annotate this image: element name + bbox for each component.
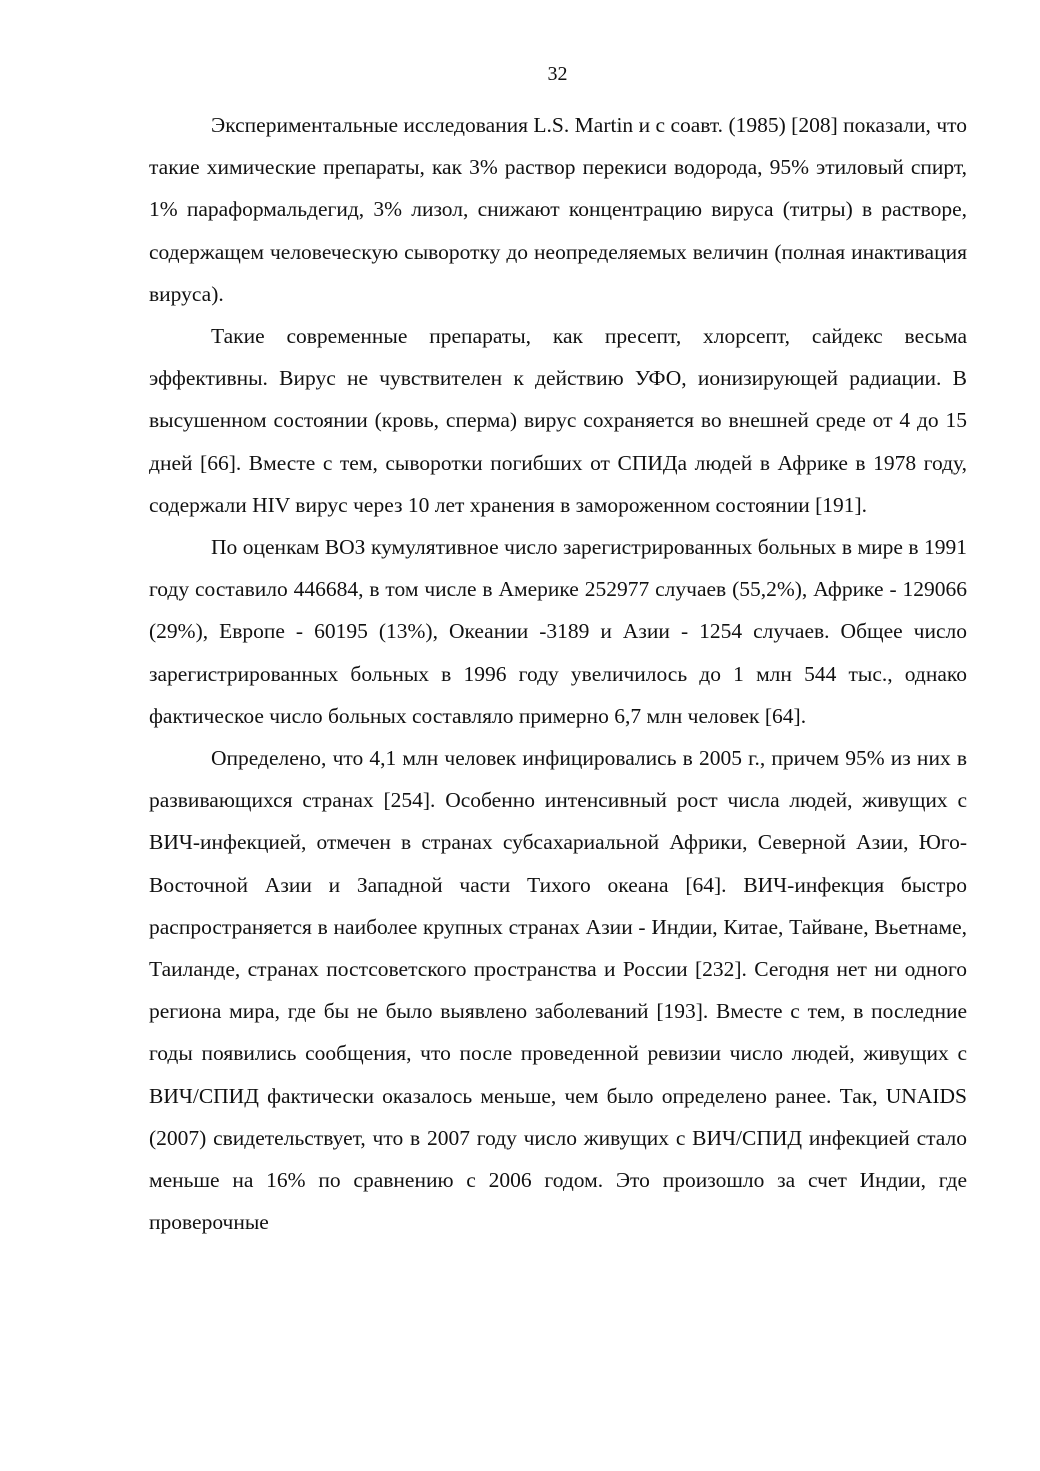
paragraph-who-estimates: По оценкам ВОЗ кумулятивное число зарегистрированных больных в мире в 1991 году составило 446684, в том числе в Америке 252977 случаев (55,2%), Африке - 129066 (29%), Европе - 60195 (13%), Океании -3189 и Азии - 1254 случаев. Общее число зарегистрированных больных в 1996 году увеличилось до 1 млн 544 тыс., однако фактическое число больных составляло примерно 6,7 млн человек [64]. [149, 535, 967, 728]
page-number: 32 [547, 63, 568, 85]
document-body [149, 104, 967, 1243]
paragraph-infection-spread: Определено, что 4,1 млн человек инфицировались в 2005 г., причем 95% из них в развивающихся странах [254]. Особенно интенсивный рост числа людей, живущих с ВИЧ-инфекцией, отмечен в странах субсахариальной Африки, Северной Азии, Юго-Восточной Азии и Западной части Тихого океана [64]. ВИЧ-инфекция быстро распространяется в наиболее крупных странах Азии - Индии, Китае, Тайване, Вьетнаме, Таиланде, странах постсоветского пространства и России [232]. Сегодня нет ни одного региона мира, где бы не было выявлено заболеваний [193]. Вместе с тем, в последние годы появились сообщения, что после проведенной ревизии число людей, живущих с ВИЧ/СПИД фактически оказалось меньше, чем было определено ранее. Так, UNAIDS (2007) свидетельствует, что в 2007 году число живущих с ВИЧ/СПИД инфекцией стало меньше на 16% по сравнению с 2006 годом. Это произошло за счет Индии, где проверочные [149, 746, 967, 1235]
paragraph-disinfectant-study: Экспериментальные исследования L.S. Martin и с соавт. (1985) [208] показали, что такие химические препараты, как 3% раствор перекиси водорода, 95% этиловый спирт, 1% параформальдегид, 3% лизол, снижают концентрацию вируса (титры) в растворе, содержащем человеческую сыворотку до неопределяемых величин (полная инактивация вируса). [149, 113, 967, 306]
paragraph-modern-preparations: Такие современные препараты, как пресепт, хлорсепт, сайдекс весьма эффективны. Вирус не чувствителен к действию УФО, ионизирующей радиации. В высушенном состоянии (кровь, сперма) вирус сохраняется во внешней среде от 4 до 15 дней [66]. Вместе с тем, сыворотки погибших от СПИДа людей в Африке в 1978 году, содержали HIV вирус через 10 лет хранения в замороженном состоянии [191]. [149, 324, 967, 517]
